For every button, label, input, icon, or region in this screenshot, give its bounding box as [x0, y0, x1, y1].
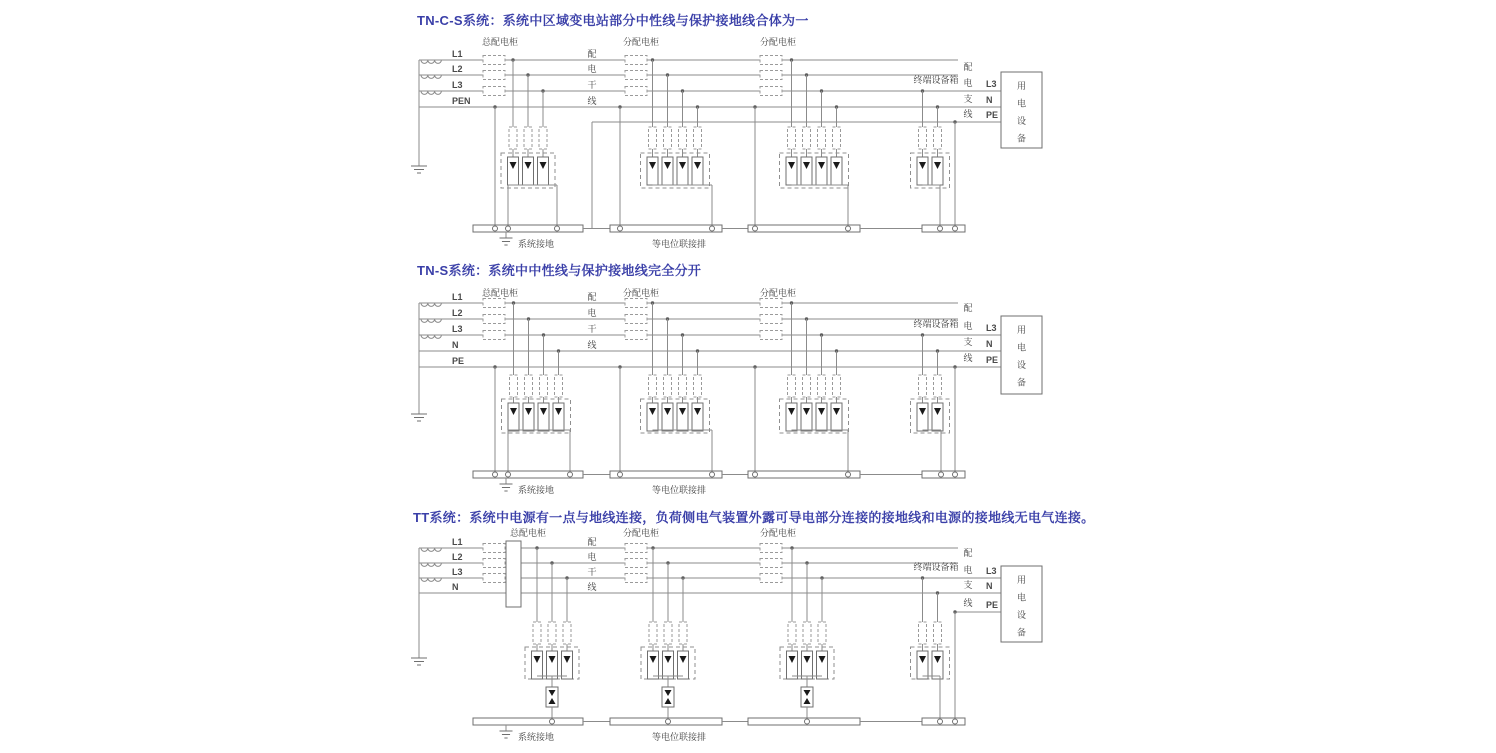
cabinet-fuse: [625, 299, 647, 308]
coil-icon: [421, 335, 441, 338]
cabinet-fuse: [625, 315, 647, 324]
spark-gap-icon: [546, 687, 558, 707]
trunk-line-label: 电: [587, 552, 597, 562]
trunk-line-label: 干: [587, 567, 597, 577]
spd-group-box: [911, 153, 950, 188]
cabinet-fuse: [483, 559, 505, 568]
spd-module: [647, 403, 658, 431]
cabinet-fuse: [483, 315, 505, 324]
spd-module: [917, 651, 928, 679]
cabinet-fuse: [760, 87, 782, 96]
diagram-title-tn-c-s: TN-C-S系统：系统中区域变电站部分中性线与保护接地线合体为一: [417, 13, 809, 28]
fuse: [919, 127, 927, 149]
equipment-box-label: 设: [1016, 360, 1027, 370]
equipment-box-label: 电: [1016, 592, 1027, 603]
right-line-label: L3: [986, 323, 997, 333]
fuse: [679, 127, 687, 149]
bus-line-label: L2: [452, 64, 463, 74]
busbar-terminal: [493, 472, 498, 477]
cabinet-fuse: [760, 299, 782, 308]
fuse: [540, 375, 548, 397]
busbar: [922, 225, 965, 232]
ground-icon: [500, 484, 513, 491]
ground-icon: [411, 166, 427, 173]
busbar-terminal: [753, 226, 758, 231]
dist-cabinet-label: 分配电柜: [622, 37, 660, 47]
dist-cabinet-label: 分配电柜: [759, 288, 797, 298]
busbar-terminal: [618, 472, 623, 477]
busbar-terminal: [666, 719, 671, 724]
diagram-title-tn-s: TN-S系统：系统中中性线与保护接地线完全分开: [417, 263, 702, 278]
branch-line-label: 配: [963, 303, 973, 313]
branch-line-label: 电: [963, 565, 973, 575]
spd-module: [663, 651, 674, 679]
coil-icon: [421, 319, 441, 322]
fuse: [664, 622, 672, 644]
system-ground-label: 系统接地: [518, 485, 555, 495]
trunk-line-label: 干: [587, 80, 597, 90]
spark-gap-icon: [662, 687, 674, 707]
cabinet-fuse: [483, 87, 505, 96]
cabinet-fuse: [760, 559, 782, 568]
coil-icon: [421, 75, 441, 78]
terminal-box-label: 终端设备箱: [913, 319, 959, 329]
spd-module: [508, 403, 519, 431]
right-line-label: PE: [986, 600, 999, 610]
coil-path: [421, 548, 441, 551]
equipment-box-label: 设: [1016, 116, 1027, 126]
bus-line-label: L3: [452, 567, 463, 577]
equipment-box-label: 设: [1016, 610, 1027, 620]
cabinet-fuse: [625, 559, 647, 568]
right-line-label: L3: [986, 79, 997, 89]
trunk-line-label: 电: [587, 308, 597, 318]
busbar: [473, 471, 583, 478]
ground-icon: [411, 658, 427, 665]
fuse: [563, 622, 571, 644]
cabinet-fuse: [483, 71, 505, 80]
cabinet-fuse: [760, 71, 782, 80]
spd-group: [911, 89, 950, 225]
spd-group: [525, 546, 579, 718]
branch-line-label: 电: [963, 321, 973, 331]
fuse: [524, 127, 532, 149]
spd-module: [677, 157, 688, 185]
busbar-terminal: [618, 226, 623, 231]
fuse: [788, 127, 796, 149]
busbar-terminal: [938, 719, 943, 724]
fuse: [664, 127, 672, 149]
equipotential-label: 等电位联接排: [652, 485, 707, 495]
spd-module: [786, 403, 797, 431]
bus-line-label: PEN: [452, 96, 471, 106]
cabinet-fuse: [760, 544, 782, 553]
fuse: [803, 622, 811, 644]
spd-group: [501, 58, 557, 225]
diagram-tt: [411, 527, 1042, 742]
equipment-box-label: 备: [1016, 377, 1027, 388]
system-ground-label: 系统接地: [518, 732, 555, 742]
spd-module: [562, 651, 573, 679]
busbar: [473, 225, 583, 232]
fuse: [533, 622, 541, 644]
spd-module: [662, 157, 673, 185]
equipment-box-label: 用: [1016, 575, 1027, 585]
spd-module: [538, 157, 549, 185]
busbar: [473, 718, 583, 725]
equipment-box-label: 用: [1016, 81, 1027, 91]
coil-path: [421, 60, 441, 63]
fuse: [818, 622, 826, 644]
cabinet-fuse: [625, 544, 647, 553]
ground-icon: [411, 414, 427, 421]
cabinet-fuse: [625, 71, 647, 80]
main-cabinet-label: 总配电柜: [481, 37, 519, 47]
fuse: [649, 622, 657, 644]
right-line-label: N: [986, 581, 993, 591]
cabinet-fuse: [625, 331, 647, 340]
coil-path: [421, 303, 441, 306]
spd-group: [641, 58, 713, 225]
cabinet-fuse: [483, 56, 505, 65]
spd-module: [553, 403, 564, 431]
spd-module: [801, 157, 812, 185]
busbar-terminal: [938, 226, 943, 231]
spd-module: [532, 651, 543, 679]
busbar-terminal: [550, 719, 555, 724]
fuse: [934, 375, 942, 397]
trunk-line-label: 配: [587, 537, 597, 547]
spd-module: [787, 651, 798, 679]
spd-module: [547, 651, 558, 679]
right-line-label: N: [986, 95, 993, 105]
trunk-line-label: 配: [587, 292, 597, 302]
branch-line-label: 支: [963, 94, 973, 104]
right-line-label: N: [986, 339, 993, 349]
busbar-terminal: [846, 226, 851, 231]
coil-icon: [421, 563, 441, 566]
fuse: [510, 375, 518, 397]
fuse: [555, 375, 563, 397]
bus-line-label: PE: [452, 356, 465, 366]
branch-line-label: 支: [963, 580, 973, 590]
spd-module: [917, 157, 928, 185]
system-ground-label: 系统接地: [518, 239, 555, 249]
spd-group: [780, 546, 834, 718]
fuse: [818, 375, 826, 397]
bus-line-label: L2: [452, 552, 463, 562]
busbar: [748, 471, 860, 478]
main-cabinet-label: 总配电柜: [481, 288, 519, 298]
busbar-terminal: [506, 472, 511, 477]
right-line-label: L3: [986, 566, 997, 576]
cabinet-fuse: [760, 331, 782, 340]
equipment-box-label: 用: [1016, 325, 1027, 335]
coil-path: [421, 563, 441, 566]
busbar: [610, 471, 722, 478]
branch-line-label: 线: [963, 353, 973, 363]
equipment-box-label: 电: [1016, 342, 1027, 353]
fuse: [833, 127, 841, 149]
bus-line-label: L1: [452, 292, 463, 302]
cabinet-fuse: [625, 574, 647, 583]
busbar-terminal: [710, 472, 715, 477]
trunk-line-label: 线: [587, 340, 597, 350]
trunk-line-label: 干: [587, 324, 597, 334]
spd-module: [932, 157, 943, 185]
spd-module: [932, 651, 943, 679]
equipotential-label: 等电位联接排: [652, 239, 707, 249]
spd-module: [816, 403, 827, 431]
branch-line-label: 电: [963, 78, 973, 88]
coil-path: [421, 91, 441, 94]
dist-cabinet-label: 分配电柜: [759, 528, 797, 538]
dist-cabinet-label: 分配电柜: [759, 37, 797, 47]
fuse: [679, 375, 687, 397]
spd-module: [917, 403, 928, 431]
fuse: [539, 127, 547, 149]
bus-line-label: L1: [452, 537, 463, 547]
main-cabinet-label: 总配电柜: [509, 528, 547, 538]
fuse: [919, 622, 927, 644]
fuse: [818, 127, 826, 149]
spd-group: [641, 301, 713, 471]
spd-group: [780, 58, 849, 225]
ground-icon: [500, 238, 513, 245]
fuse: [788, 375, 796, 397]
cabinet-fuse: [760, 574, 782, 583]
spd-group: [780, 301, 849, 471]
busbar: [610, 225, 722, 232]
busbar: [922, 718, 965, 725]
branch-line-label: 线: [963, 598, 973, 608]
bus-line-label: L1: [452, 49, 463, 59]
cabinet-fuse: [483, 299, 505, 308]
equipment-box-label: 备: [1016, 133, 1027, 144]
fuse: [934, 127, 942, 149]
fuse: [525, 375, 533, 397]
fuse: [803, 375, 811, 397]
diagram-title-tt: TT系统：系统中电源有一点与地线连接，负荷侧电气装置外露可导电部分连接的接地线和电源的接地线无电气连接。: [413, 510, 1095, 525]
cabinet-fuse: [483, 574, 505, 583]
fuse: [694, 375, 702, 397]
busbar-terminal: [805, 719, 810, 724]
fuse: [679, 622, 687, 644]
right-line-label: PE: [986, 355, 999, 365]
branch-line-label: 配: [963, 62, 973, 72]
coil-icon: [421, 60, 441, 63]
spd-module: [802, 651, 813, 679]
dist-cabinet-label: 分配电柜: [622, 288, 660, 298]
spd-module: [678, 651, 689, 679]
busbar: [748, 225, 860, 232]
fuse: [649, 127, 657, 149]
right-line-label: PE: [986, 110, 999, 120]
busbar-terminal: [953, 226, 958, 231]
spd-module: [692, 403, 703, 431]
busbar-terminal: [710, 226, 715, 231]
main-cabinet-box: [506, 541, 521, 607]
terminal-box-label: 终端设备箱: [913, 75, 959, 85]
terminal-box-label: 终端设备箱: [913, 562, 959, 572]
coil-icon: [421, 303, 441, 306]
cabinet-fuse: [483, 544, 505, 553]
coil-icon: [421, 91, 441, 94]
spd-module: [662, 403, 673, 431]
dist-cabinet-label: 分配电柜: [622, 528, 660, 538]
coil-icon: [421, 548, 441, 551]
coil-path: [421, 335, 441, 338]
spd-group-box: [911, 647, 950, 679]
spd-module: [648, 651, 659, 679]
spd-module: [831, 157, 842, 185]
fuse: [664, 375, 672, 397]
spd-module: [647, 157, 658, 185]
spark-gap-icon: [801, 687, 813, 707]
bus-line-label: L3: [452, 324, 463, 334]
busbar-terminal: [568, 472, 573, 477]
diagram-tn-c-s: [411, 36, 1042, 249]
fuse: [788, 622, 796, 644]
fuse: [919, 375, 927, 397]
fuse: [694, 127, 702, 149]
spd-module: [523, 157, 534, 185]
bus-line-label: N: [452, 582, 459, 592]
coil-path: [421, 75, 441, 78]
coil-icon: [421, 578, 441, 581]
spd-module: [538, 403, 549, 431]
spd-module: [786, 157, 797, 185]
spd-group: [911, 576, 950, 718]
fuse: [934, 622, 942, 644]
spd-module: [508, 157, 519, 185]
fuse: [548, 622, 556, 644]
coil-path: [421, 578, 441, 581]
cabinet-fuse: [625, 56, 647, 65]
spd-group: [502, 301, 571, 471]
branch-line-label: 支: [963, 337, 973, 347]
busbar-terminal: [953, 719, 958, 724]
spd-module: [692, 157, 703, 185]
spd-module: [816, 157, 827, 185]
bus-line-label: L2: [452, 308, 463, 318]
ground-icon: [500, 731, 513, 738]
branch-line-label: 配: [963, 548, 973, 558]
spd-module: [801, 403, 812, 431]
busbar-terminal: [506, 226, 511, 231]
cabinet-fuse: [625, 87, 647, 96]
equipment-box-label: 备: [1016, 627, 1027, 638]
busbar-terminal: [939, 472, 944, 477]
spd-module: [831, 403, 842, 431]
equipment-box-label: 电: [1016, 98, 1027, 109]
branch-line-label: 线: [963, 109, 973, 119]
spd-module: [817, 651, 828, 679]
trunk-line-label: 线: [587, 582, 597, 592]
fuse: [833, 375, 841, 397]
bus-line-label: L3: [452, 80, 463, 90]
busbar-terminal: [753, 472, 758, 477]
spd-group: [641, 546, 695, 718]
bus-line-label: N: [452, 340, 459, 350]
diagram-tn-s: [411, 287, 1042, 495]
fuse: [509, 127, 517, 149]
trunk-line-label: 配: [587, 49, 597, 59]
spd-group-box: [911, 399, 950, 433]
trunk-line-label: 电: [587, 64, 597, 74]
spd-module: [523, 403, 534, 431]
spd-module: [677, 403, 688, 431]
cabinet-fuse: [760, 56, 782, 65]
trunk-line-label: 线: [587, 96, 597, 106]
spd-group: [911, 333, 950, 471]
equipotential-label: 等电位联接排: [652, 732, 707, 742]
busbar-terminal: [953, 472, 958, 477]
busbar-terminal: [555, 226, 560, 231]
spd-module: [932, 403, 943, 431]
cabinet-fuse: [483, 331, 505, 340]
fuse: [803, 127, 811, 149]
cabinet-fuse: [760, 315, 782, 324]
fuse: [649, 375, 657, 397]
busbar-terminal: [846, 472, 851, 477]
coil-path: [421, 319, 441, 322]
busbar-terminal: [493, 226, 498, 231]
